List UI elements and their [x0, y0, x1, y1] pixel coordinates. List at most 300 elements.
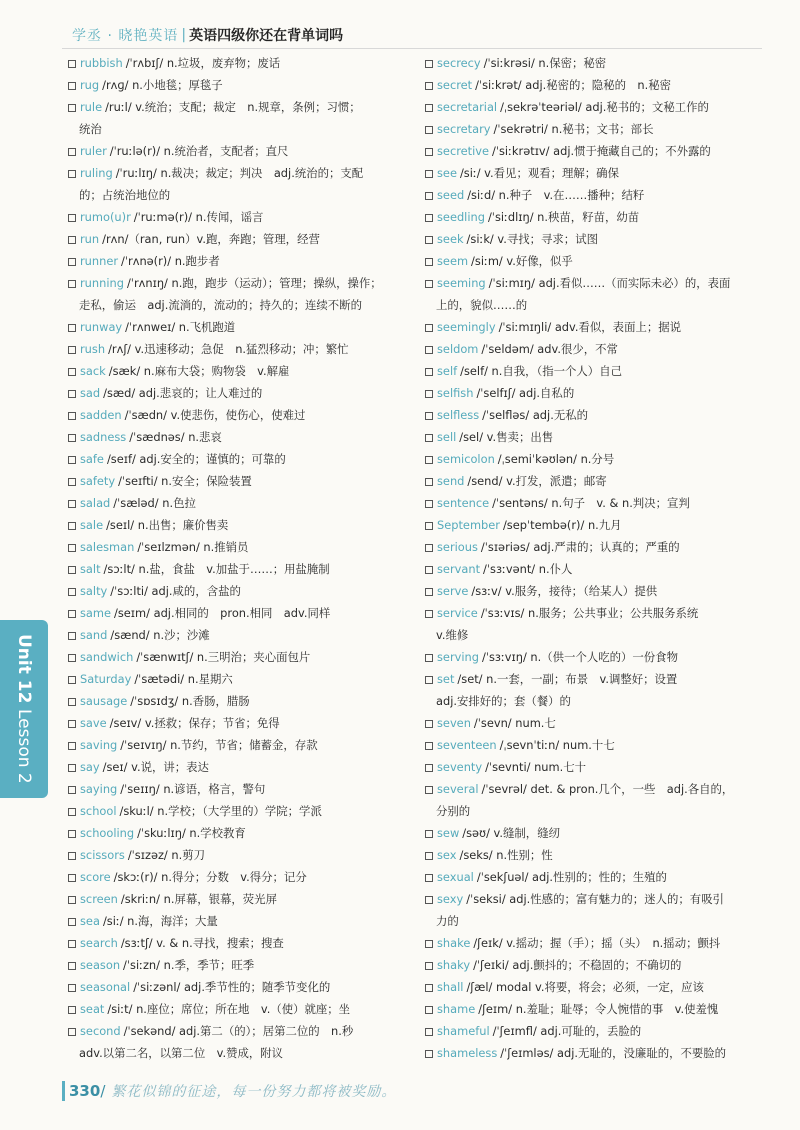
vocab-entry — [425, 580, 775, 602]
checkbox-icon[interactable] — [425, 456, 433, 464]
entry-first-line — [68, 558, 420, 580]
checkbox-icon[interactable] — [425, 192, 433, 200]
definition-text: /skriːn/ n.屏幕，银幕，荧光屏 — [120, 892, 277, 906]
checkbox-icon[interactable] — [425, 478, 433, 486]
checkbox-icon[interactable] — [68, 148, 76, 156]
vocab-entry — [68, 910, 420, 932]
headword: sad — [80, 386, 101, 400]
checkbox-icon[interactable] — [68, 60, 76, 68]
checkbox-icon[interactable] — [68, 830, 76, 838]
entry-first-line — [425, 74, 775, 96]
checkbox-icon[interactable] — [68, 720, 76, 728]
headword: salt — [80, 562, 101, 576]
entry-first-line — [68, 228, 420, 250]
headword: shaky — [437, 958, 471, 972]
definition-text: /ˈsekʃuəl/ adj.性别的；性的；生殖的 — [476, 870, 667, 884]
entry-first-line — [68, 932, 420, 954]
page-footer — [62, 1079, 396, 1103]
headword: serve — [437, 584, 469, 598]
checkbox-icon[interactable] — [425, 390, 433, 398]
headword: sadness — [80, 430, 127, 444]
entry-first-line — [68, 448, 420, 470]
headword: seventeen — [437, 738, 497, 752]
entry-first-line — [68, 734, 420, 756]
entry-first-line — [425, 338, 775, 360]
entry-first-line — [425, 998, 775, 1020]
entry-first-line — [68, 272, 420, 294]
entry-first-line — [68, 1020, 420, 1042]
vocab-entry — [68, 162, 420, 206]
definition-text: /ˈseɪlzmən/ n.推销员 — [137, 540, 249, 554]
checkbox-icon[interactable] — [68, 522, 76, 530]
entry-first-line — [425, 52, 775, 74]
definition-text: 分别的 — [436, 804, 471, 818]
checkbox-icon[interactable] — [68, 390, 76, 398]
vocab-entry — [425, 184, 775, 206]
definition-text: /ˈsiːmɪŋ/ adj.看似……（而实际未必）的，表面 — [488, 276, 731, 290]
definition-text: /sepˈtembə(r)/ n.九月 — [502, 518, 622, 532]
headword: seasonal — [80, 980, 131, 994]
checkbox-icon[interactable] — [425, 434, 433, 442]
headword: schooling — [80, 826, 135, 840]
headword: seven — [437, 716, 471, 730]
definition-text: /ˈselfɪʃ/ adj.自私的 — [476, 386, 575, 400]
entry-first-line — [68, 712, 420, 734]
headword: send — [437, 474, 465, 488]
definition-text: /ʃeɪm/ n.羞耻；耻辱；令人惋惜的事 v.使羞愧 — [478, 1002, 719, 1016]
checkbox-icon[interactable] — [425, 1050, 433, 1058]
headword: set — [437, 672, 455, 686]
vocab-entry — [425, 932, 775, 954]
vocab-entry — [68, 492, 420, 514]
entry-first-line — [425, 756, 775, 778]
definition-text: v.维修 — [436, 628, 469, 642]
checkbox-icon[interactable] — [425, 1006, 433, 1014]
definition-text: /ˈsiːkrəsi/ n.保密；秘密 — [483, 56, 607, 70]
headword: search — [80, 936, 118, 950]
checkbox-icon[interactable] — [68, 896, 76, 904]
vocab-entry — [425, 822, 775, 844]
checkbox-icon[interactable] — [68, 170, 76, 178]
entry-first-line — [425, 778, 775, 800]
checkbox-icon[interactable] — [425, 214, 433, 222]
checkbox-icon[interactable] — [68, 984, 76, 992]
entry-first-line — [425, 668, 775, 690]
definition-text: /ˈrʌbɪʃ/ n.垃圾，废弃物；废话 — [125, 56, 281, 70]
checkbox-icon[interactable] — [425, 852, 433, 860]
checkbox-icon[interactable] — [68, 632, 76, 640]
checkbox-icon[interactable] — [425, 104, 433, 112]
entry-first-line — [68, 140, 420, 162]
checkbox-icon[interactable] — [68, 808, 76, 816]
headword: rush — [80, 342, 106, 356]
definition-text: /seɪl/ n.出售；廉价售卖 — [106, 518, 229, 532]
definition-text: /ˈruːlə(r)/ n.统治者，支配者；直尺 — [109, 144, 289, 158]
vocab-entry — [425, 162, 775, 184]
checkbox-icon[interactable] — [425, 830, 433, 838]
definition-text: 的；占统治地位的 — [79, 188, 171, 202]
checkbox-icon[interactable] — [68, 500, 76, 508]
checkbox-icon[interactable] — [68, 1006, 76, 1014]
checkbox-icon[interactable] — [68, 764, 76, 772]
footer-slogan: 繁花似锦的征途，每一份努力都将被奖励。 — [111, 1084, 397, 1100]
headword: sale — [80, 518, 104, 532]
checkbox-icon[interactable] — [68, 280, 76, 288]
entry-first-line — [425, 514, 775, 536]
checkbox-icon[interactable] — [425, 258, 433, 266]
entry-first-line — [68, 668, 420, 690]
vocab-entry — [68, 734, 420, 756]
vocab-entry — [68, 712, 420, 734]
checkbox-icon[interactable] — [425, 896, 433, 904]
definition-text: /rʌʃ/ v.迅速移动；急促 n.猛烈移动；冲；繁忙 — [108, 342, 349, 356]
headword: selfish — [437, 386, 474, 400]
entry-first-line — [68, 250, 420, 272]
definition-text: /ˈʃeɪmləs/ adj.无耻的，没廉耻的，不要脸的 — [500, 1046, 727, 1060]
entry-first-line — [68, 74, 420, 96]
vocab-entry — [68, 360, 420, 382]
vocab-entry — [68, 800, 420, 822]
headword: seldom — [437, 342, 479, 356]
entry-first-line — [425, 954, 775, 976]
checkbox-icon[interactable] — [425, 874, 433, 882]
entry-first-line — [68, 470, 420, 492]
headword: sexy — [437, 892, 464, 906]
entry-first-line — [425, 470, 775, 492]
checkbox-icon[interactable] — [425, 236, 433, 244]
checkbox-icon[interactable] — [425, 324, 433, 332]
definition-text: /seɪ/ v.说，讲；表达 — [102, 760, 209, 774]
checkbox-icon[interactable] — [68, 610, 76, 618]
checkbox-icon[interactable] — [425, 522, 433, 530]
entry-first-line — [68, 800, 420, 822]
definition-text: /ˈseɪfti/ n.安全；保险装置 — [118, 474, 252, 488]
vocab-entry — [68, 140, 420, 162]
definition-text: adv.以第二名，以第二位 v.赞成，附议 — [79, 1046, 284, 1060]
checkbox-icon[interactable] — [68, 412, 76, 420]
checkbox-icon[interactable] — [425, 368, 433, 376]
checkbox-icon[interactable] — [425, 654, 433, 662]
vocab-entry — [68, 404, 420, 426]
checkbox-icon[interactable] — [68, 654, 76, 662]
headword: score — [80, 870, 111, 884]
entry-first-line — [425, 250, 775, 272]
entry-first-line — [68, 360, 420, 382]
headword: runner — [80, 254, 119, 268]
definition-text: /siːd/ n.种子 v.在……播种；结籽 — [467, 188, 645, 202]
headword: running — [80, 276, 124, 290]
definition-text: /seɪf/ adj.安全的；谨慎的；可靠的 — [106, 452, 286, 466]
headword: safety — [80, 474, 116, 488]
vocab-entry — [68, 1020, 420, 1064]
headword: safe — [80, 452, 104, 466]
definition-text: /ˈsɪəriəs/ adj.严肃的；认真的；严重的 — [480, 540, 680, 554]
vocab-entry — [68, 426, 420, 448]
checkbox-icon[interactable] — [425, 544, 433, 552]
definition-text: /ˌsevnˈtiːn/ num.十七 — [499, 738, 615, 752]
definition-text: /ˈsæləd/ n.色拉 — [113, 496, 196, 510]
definition-text: /siː/ n.海，海洋；大量 — [102, 914, 218, 928]
vocab-entry — [425, 602, 775, 646]
vocab-entry — [425, 888, 775, 932]
vocab-entry — [68, 228, 420, 250]
vocab-entry — [425, 140, 775, 162]
checkbox-icon[interactable] — [425, 412, 433, 420]
headword: run — [80, 232, 100, 246]
headword: shake — [437, 936, 471, 950]
definition-text: /ruːl/ v.统治；支配；裁定 n.规章，条例；习惯； — [105, 100, 361, 114]
definition-text: /ˈsiːzn/ n.季，季节；旺季 — [123, 958, 255, 972]
checkbox-icon[interactable] — [425, 786, 433, 794]
headword: rumo(u)r — [80, 210, 131, 224]
entry-first-line — [425, 184, 775, 206]
headword: save — [80, 716, 107, 730]
checkbox-icon[interactable] — [68, 82, 76, 90]
entry-first-line — [425, 118, 775, 140]
vocab-entry — [425, 1042, 775, 1064]
headword: sew — [437, 826, 460, 840]
definition-text: /ˈrʌnɪŋ/ n.跑，跑步（运动）；管理；操纵，操作； — [126, 276, 382, 290]
checkbox-icon[interactable] — [68, 214, 76, 222]
definition-text: /sæk/ n.麻布大袋；购物袋 v.解雇 — [108, 364, 290, 378]
checkbox-icon[interactable] — [68, 918, 76, 926]
checkbox-icon[interactable] — [68, 368, 76, 376]
definition-text: /sɜːtʃ/ v. & n.寻找，搜索；搜查 — [120, 936, 284, 950]
checkbox-icon[interactable] — [425, 346, 433, 354]
checkbox-icon[interactable] — [425, 984, 433, 992]
headword: ruler — [80, 144, 107, 158]
entry-first-line — [68, 844, 420, 866]
checkbox-icon[interactable] — [68, 478, 76, 486]
page-number: 330 — [69, 1082, 101, 1100]
headword: shameless — [437, 1046, 498, 1060]
definition-text: /ˈruːmə(r)/ n.传闻，谣言 — [133, 210, 264, 224]
entry-first-line — [425, 162, 775, 184]
headword: saving — [80, 738, 118, 752]
headword: salesman — [80, 540, 135, 554]
checkbox-icon[interactable] — [68, 676, 76, 684]
headword: seventy — [437, 760, 483, 774]
headword: sell — [437, 430, 457, 444]
checkbox-icon[interactable] — [68, 786, 76, 794]
entry-first-line — [68, 822, 420, 844]
headword: selfless — [437, 408, 480, 422]
checkbox-icon[interactable] — [425, 82, 433, 90]
definition-text: /skuːl/ n.学校；（大学里的）学院；学派 — [119, 804, 322, 818]
vocab-entry — [425, 118, 775, 140]
checkbox-icon[interactable] — [425, 764, 433, 772]
vocab-entry — [68, 558, 420, 580]
brand-name: 学丞 · 晓艳英语 — [72, 28, 179, 44]
definition-text: /rʌn/（ran, run）v.跑，奔跑；管理，经营 — [102, 232, 320, 246]
entry-first-line — [68, 162, 420, 184]
header-separator: | — [181, 27, 187, 43]
vocab-entry — [425, 404, 775, 426]
vocab-entry — [425, 756, 775, 778]
checkbox-icon[interactable] — [425, 566, 433, 574]
definition-text: /sɜːv/ v.服务，接待；（给某人）提供 — [471, 584, 658, 598]
checkbox-icon[interactable] — [68, 236, 76, 244]
entry-first-line — [68, 536, 420, 558]
checkbox-icon[interactable] — [68, 434, 76, 442]
entry-first-line — [68, 888, 420, 910]
entry-continuation-line — [68, 1042, 420, 1064]
headword: servant — [437, 562, 481, 576]
entry-first-line — [425, 976, 775, 998]
vocab-entry — [68, 844, 420, 866]
entry-first-line — [68, 778, 420, 800]
vocab-entry — [425, 778, 775, 822]
headword: sandwich — [80, 650, 134, 664]
checkbox-icon[interactable] — [68, 456, 76, 464]
entry-first-line — [425, 228, 775, 250]
vocab-entry — [68, 998, 420, 1020]
entry-first-line — [425, 1042, 775, 1064]
entry-first-line — [68, 514, 420, 536]
definition-text: /ˈsekrətri/ n.秘书；文书；部长 — [493, 122, 654, 136]
headword: seemingly — [437, 320, 496, 334]
entry-first-line — [425, 382, 775, 404]
checkbox-icon[interactable] — [425, 940, 433, 948]
checkbox-icon[interactable] — [68, 852, 76, 860]
definition-text: /ˈsædnəs/ n.悲哀 — [129, 430, 222, 444]
definition-text: /sɔːlt/ n.盐，食盐 v.加盐于……；用盐腌制 — [103, 562, 330, 576]
definition-text: /self/ n.自我，（指一个人）自己 — [460, 364, 622, 378]
definition-text: /ˈsekənd/ adj.第二（的）；居第二位的 n.秒 — [123, 1024, 354, 1038]
headword: see — [437, 166, 457, 180]
headword: same — [80, 606, 112, 620]
checkbox-icon[interactable] — [68, 962, 76, 970]
headword: sausage — [80, 694, 128, 708]
definition-text: /ˌsemiˈkəʊlən/ n.分号 — [497, 452, 615, 466]
entry-first-line — [425, 602, 775, 624]
checkbox-icon[interactable] — [425, 720, 433, 728]
headword: rule — [80, 100, 103, 114]
entry-continuation-line — [425, 294, 775, 316]
definition-text: /ˈseɪvɪŋ/ n.节约，节省；储蓄金，存款 — [120, 738, 318, 752]
headword: seed — [437, 188, 465, 202]
checkbox-icon[interactable] — [68, 258, 76, 266]
definition-text: /ˈsiːdlɪŋ/ n.秧苗，籽苗，幼苗 — [487, 210, 640, 224]
entry-first-line — [68, 382, 420, 404]
headword: seeming — [437, 276, 486, 290]
headword: secret — [437, 78, 473, 92]
vocab-entry — [68, 888, 420, 910]
footer-accent-bar — [62, 1081, 65, 1101]
definition-text: 走私，偷运 adj.流淌的，流动的；持久的；连续不断的 — [79, 298, 362, 312]
definition-text: /ˈskuːlɪŋ/ n.学校教育 — [137, 826, 246, 840]
entry-first-line — [68, 602, 420, 624]
entry-first-line — [425, 492, 775, 514]
checkbox-icon[interactable] — [425, 170, 433, 178]
checkbox-icon[interactable] — [68, 874, 76, 882]
vocab-entry — [68, 536, 420, 558]
entry-first-line — [425, 140, 775, 162]
headword: service — [437, 606, 478, 620]
checkbox-icon[interactable] — [425, 1028, 433, 1036]
entry-continuation-line — [68, 294, 420, 316]
checkbox-icon[interactable] — [68, 104, 76, 112]
checkbox-icon[interactable] — [68, 346, 76, 354]
definition-text: /ˈseldəm/ adv.很少，不常 — [481, 342, 618, 356]
vocab-entry — [68, 580, 420, 602]
checkbox-icon[interactable] — [425, 148, 433, 156]
checkbox-icon[interactable] — [425, 60, 433, 68]
vocab-entry — [68, 690, 420, 712]
definition-text: /ˈsevnti/ num.七十 — [485, 760, 587, 774]
checkbox-icon[interactable] — [68, 742, 76, 750]
entry-first-line — [425, 888, 775, 910]
vocab-entry — [68, 338, 420, 360]
checkbox-icon[interactable] — [68, 544, 76, 552]
unit-label: Unit 12 — [14, 633, 34, 704]
entry-first-line — [68, 910, 420, 932]
headword: sadden — [80, 408, 122, 422]
checkbox-icon[interactable] — [425, 588, 433, 596]
entry-first-line — [425, 646, 775, 668]
vocab-entry — [68, 646, 420, 668]
checkbox-icon[interactable] — [425, 962, 433, 970]
vocab-entry — [68, 514, 420, 536]
vocab-entry — [68, 52, 420, 74]
headword: semicolon — [437, 452, 495, 466]
checkbox-icon[interactable] — [425, 610, 433, 618]
checkbox-icon[interactable] — [425, 500, 433, 508]
headword: school — [80, 804, 117, 818]
vocab-entry — [425, 646, 775, 668]
definition-text: /ˈseksi/ adj.性感的；富有魅力的；迷人的；有吸引 — [466, 892, 724, 906]
checkbox-icon[interactable] — [425, 676, 433, 684]
headword: seem — [437, 254, 469, 268]
vocab-entry — [68, 272, 420, 316]
headword: secretive — [437, 144, 490, 158]
checkbox-icon[interactable] — [425, 126, 433, 134]
lesson-label: Lesson 2 — [14, 709, 34, 785]
entry-first-line — [425, 932, 775, 954]
entry-first-line — [68, 646, 420, 668]
entry-first-line — [425, 206, 775, 228]
definition-text: /ˈsɔːlti/ adj.咸的，含盐的 — [110, 584, 241, 598]
definition-text: /siːt/ n.座位；席位；所在地 v.（使）就座；坐 — [107, 1002, 351, 1016]
vocab-entry — [425, 668, 775, 712]
checkbox-icon[interactable] — [425, 742, 433, 750]
entry-continuation-line — [68, 118, 420, 140]
definition-text: /ˌsekrəˈteəriəl/ adj.秘书的；文秘工作的 — [500, 100, 709, 114]
definition-text: /ˈsɜːvɪs/ n.服务；公共事业；公共服务系统 — [480, 606, 699, 620]
definition-text: /siː/ v.看见；观看；理解；确保 — [459, 166, 619, 180]
vocab-entry — [68, 96, 420, 140]
headword: Saturday — [80, 672, 132, 686]
headword: secretarial — [437, 100, 498, 114]
entry-first-line — [68, 998, 420, 1020]
headword: ruling — [80, 166, 113, 180]
entry-first-line — [68, 426, 420, 448]
vocab-entry — [68, 976, 420, 998]
checkbox-icon[interactable] — [68, 698, 76, 706]
entry-first-line — [425, 360, 775, 382]
checkbox-icon[interactable] — [68, 566, 76, 574]
checkbox-icon[interactable] — [425, 280, 433, 288]
checkbox-icon[interactable] — [68, 324, 76, 332]
vocab-entry — [68, 866, 420, 888]
vocab-entry — [68, 74, 420, 96]
checkbox-icon[interactable] — [68, 1028, 76, 1036]
definition-text: /set/ n.一套，一副；布景 v.调整好；设置 — [457, 672, 678, 686]
checkbox-icon[interactable] — [68, 940, 76, 948]
checkbox-icon[interactable] — [68, 588, 76, 596]
vocab-entry — [68, 932, 420, 954]
vocab-entry — [425, 954, 775, 976]
